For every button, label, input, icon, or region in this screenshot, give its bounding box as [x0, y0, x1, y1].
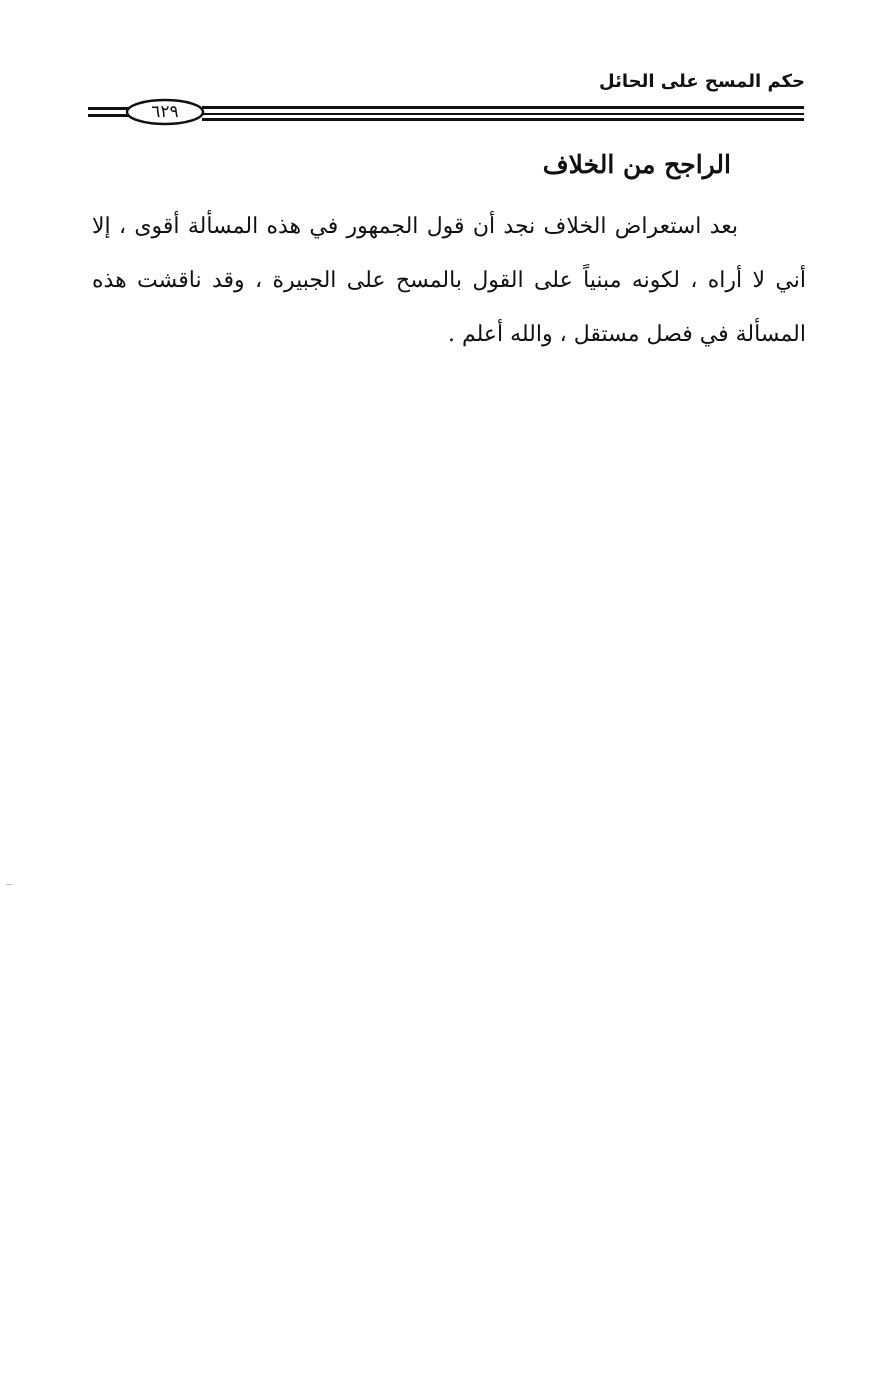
body-paragraph: بعد استعراض الخلاف نجد أن قول الجمهور في هذه المسألة أقوى ، إلا أني لا أراه ، لكونه مبنياً على القول بالمسح على الجبيرة ، وقد ناقشت هذه المسألة في فصل مستقل ، والله أعلم . — [92, 214, 806, 347]
right-thin-rule-middle — [202, 113, 804, 115]
running-header-title: حكم المسح على الحائل — [599, 71, 805, 92]
scan-speck — [6, 884, 12, 885]
right-thick-rule-top — [202, 106, 804, 109]
section-heading: الراجح من الخلاف — [542, 150, 731, 179]
left-thick-rule-top — [88, 107, 128, 110]
left-thick-rule-bottom — [88, 114, 128, 117]
right-thick-rule-bottom — [202, 118, 804, 121]
page-number: ٦٢٩ — [151, 102, 179, 122]
